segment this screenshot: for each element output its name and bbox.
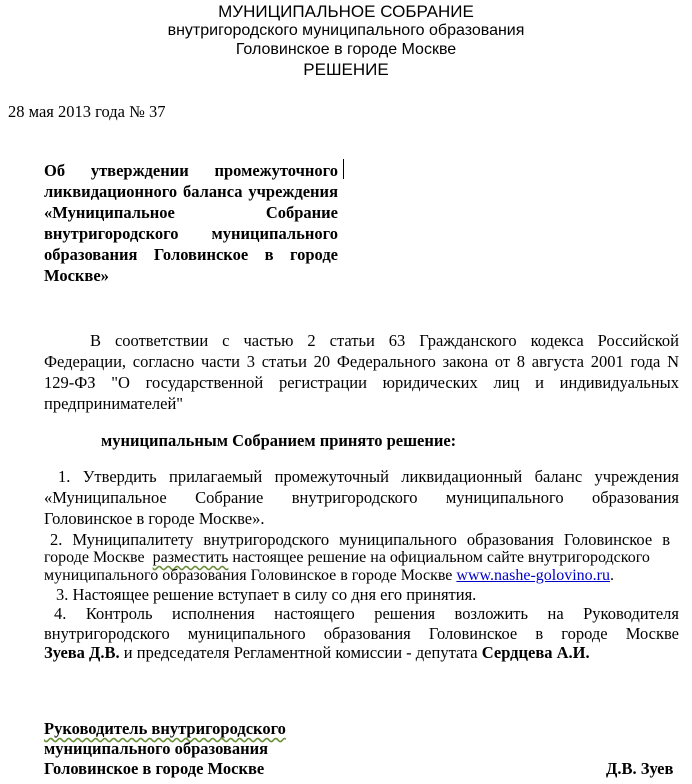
item-2-line-3: муниципального образования Головинское в городе Москве www.nashe-golovino.ru. [44, 567, 615, 584]
subject-line-2: ликвидационного баланса учреждения [44, 182, 338, 201]
signatory-name: Д.В. Зуев [606, 759, 674, 778]
preamble-line-4: предпринимателей" [44, 394, 184, 413]
subject-line-1: Об утверждении промежуточного [44, 161, 338, 180]
resolution-statement: муниципальным Собранием принято решение: [101, 431, 457, 450]
item-2-text-c: настоящее решение на официальном сайте внутригородского [232, 549, 650, 566]
preamble-line-2: Федерации, согласно части 3 статьи 20 Федерального закона от 8 августа 2001 года N [44, 352, 679, 371]
item-2-text-d: муниципального образования Головинское в городе Москве [44, 567, 453, 584]
signature-line-1: Руководитель внутригородского [44, 719, 286, 738]
item-4-line-3 [44, 642, 590, 663]
date-line: 28 мая 2013 года № 37 [8, 102, 166, 121]
item-1-line-1: 1. Утвердить прилагаемый промежуточный ликвидационный баланс учреждения [58, 467, 679, 486]
item-1-line-3: Головинское в городе Москве». [44, 509, 265, 528]
header-title: МУНИЦИПАЛЬНОЕ СОБРАНИЕ [218, 2, 474, 21]
subject-line-6: Москве» [44, 266, 109, 285]
name-serdtsev: Сердцева А.И. [481, 643, 590, 662]
subject-line-3: «Муниципальное Собрание [44, 203, 338, 222]
signature-line-2: муниципального образования [44, 739, 269, 758]
preamble-line-1: В соответствии с частью 2 статьи 63 Гражданского кодекса Российской [90, 331, 679, 350]
item-4-text-mid: и председателя Регламентной комиссии - депутата [119, 643, 482, 662]
item-4-line-2: внутригородского муниципального образования Головинское в городе Москве [44, 624, 679, 643]
header-subtitle-1: внутригородского муниципального образования [167, 22, 525, 39]
item-3: 3. Настоящее решение вступает в силу со дня его принятия. [56, 585, 477, 604]
preamble-line-3: 129-ФЗ "О государственной регистрации юридических лиц и индивидуальных [44, 373, 679, 392]
item-4-line-1: 4. Контроль исполнения настоящего решения возложить на Руководителя [54, 604, 679, 623]
signature-line-3: Головинское в городе Москве [44, 759, 265, 778]
name-zuev: Зуева Д.В. [44, 643, 120, 662]
subject-line-5: образования Головинское в городе [44, 245, 338, 264]
item-2-text-a: городе Москве [44, 549, 145, 566]
text-cursor [343, 159, 344, 179]
subject-line-4: внутригородского муниципального [44, 224, 338, 243]
header-subtitle-2: Головинское в городе Москве [235, 41, 457, 58]
item-1-line-2: «Муниципальное Собрание внутригородского муниципального образования [44, 488, 679, 507]
item-2-line-1: 2. Муниципалитету внутригородского муниципального образования Головинское в [50, 530, 670, 549]
item-2-text-underlined: разместить [152, 549, 229, 566]
decision-heading: РЕШЕНИЕ [303, 60, 389, 79]
website-link[interactable]: www.nashe-golovino.ru [456, 567, 611, 584]
